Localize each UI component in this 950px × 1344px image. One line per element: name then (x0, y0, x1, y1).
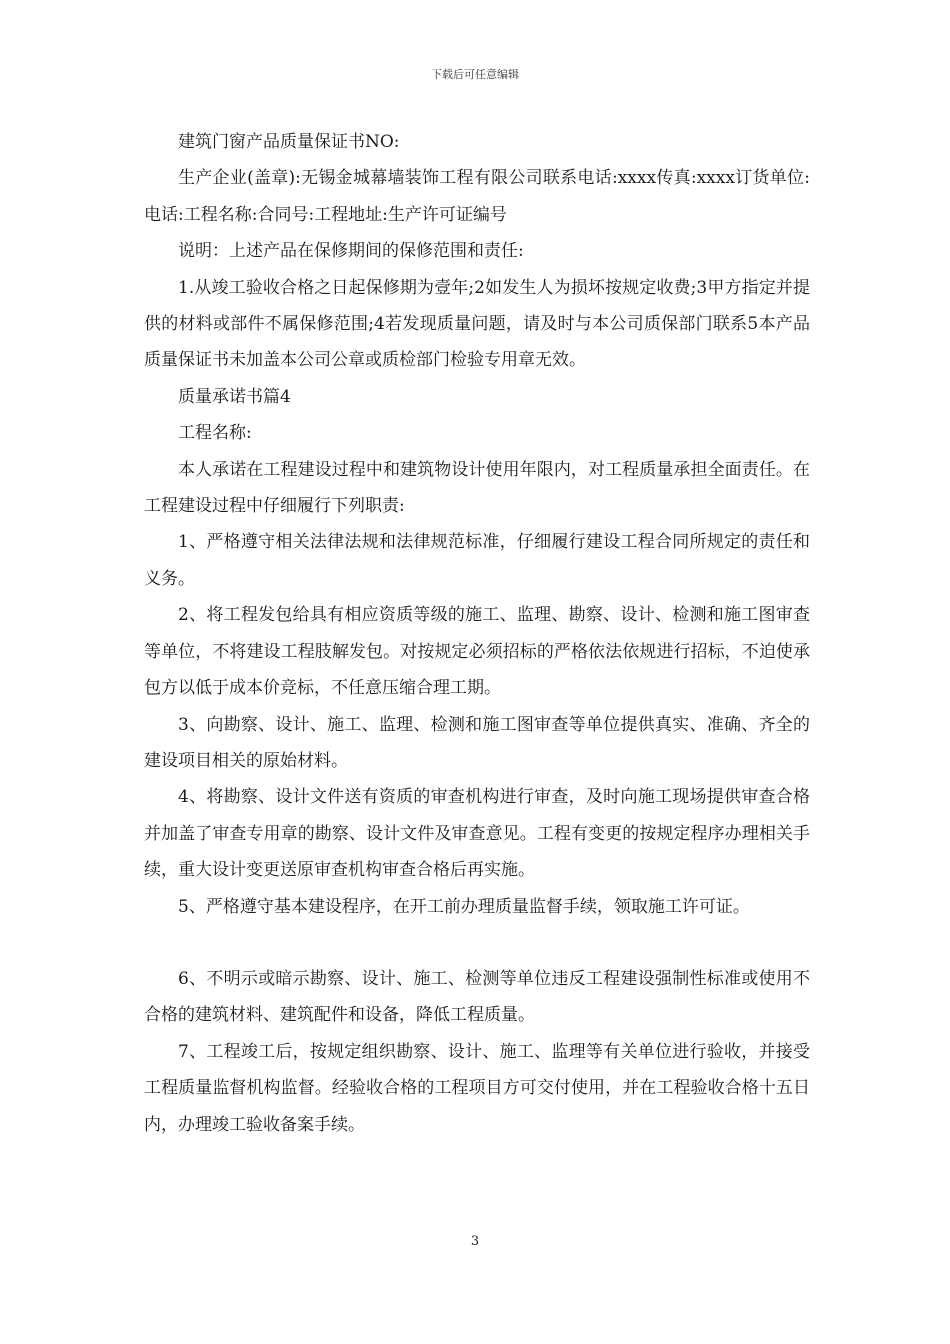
paragraph-certificate-title: 建筑门窗产品质量保证书NO: (178, 132, 400, 152)
paragraph-commitment: 本人承诺在工程建设过程中和建筑物设计使用年限内，对工程质量承担全面责任。在工程建设过程中仔细履行下列职责: (144, 459, 810, 517)
duty-item-5: 5、严格遵守基本建设程序，在开工前办理质量监督手续，领取施工许可证。 (178, 896, 750, 917)
section-heading: 质量承诺书篇4 (178, 386, 291, 407)
header-note: 下载后可任意编辑 (431, 68, 519, 81)
duty-item-4: 4、将勘察、设计文件送有资质的审查机构进行审查，及时向施工现场提供审查合格并加盖了审查专用章的勘察、设计文件及审查意见。工程有变更的按规定程序办理相关手续，重大设计变更送原审查机构审查合格后再实施。 (144, 787, 810, 881)
paragraph-warranty-terms: 1.从竣工验收合格之日起保修期为壹年;2如发生人为损坏按规定收费;3甲方指定并提供的材料或部件不属保修范围;4若发现质量问题，请及时与本公司质保部门联系5本产品质量保证书未加盖本公司公章或质检部门检验专用章无效。 (144, 277, 810, 371)
paragraph-project-name: 工程名称: (178, 423, 252, 444)
paragraph-explanation: 说明：上述产品在保修期间的保修范围和责任: (178, 241, 524, 262)
paragraph-company-info: 生产企业(盖章):无锡金城幕墙装饰工程有限公司联系电话:xxxx传真:xxxx订货单位:电话:工程名称:合同号:工程地址:生产许可证编号 (144, 168, 810, 225)
duty-item-3: 3、向勘察、设计、施工、监理、检测和施工图审查等单位提供真实、准确、齐全的建设项目相关的原始材料。 (144, 714, 810, 771)
page-number: 3 (470, 1234, 480, 1249)
duty-item-7: 7、工程竣工后，按规定组织勘察、设计、施工、监理等有关单位进行验收，并接受工程质量监督机构监督。经验收合格的工程项目方可交付使用，并在工程验收合格十五日内，办理竣工验收备案手续。 (144, 1041, 810, 1135)
document-body (144, 124, 810, 1143)
duty-item-1: 1、严格遵守相关法律法规和法律规范标准，仔细履行建设工程合同所规定的责任和义务。 (144, 532, 810, 589)
duty-item-6: 6、不明示或暗示勘察、设计、施工、检测等单位违反工程建设强制性标准或使用不合格的建筑材料、建筑配件和设备，降低工程质量。 (144, 968, 810, 1026)
duty-item-2: 2、将工程发包给具有相应资质等级的施工、监理、勘察、设计、检测和施工图审查等单位，不将建设工程肢解发包。对按规定必须招标的严格依法依规进行招标，不迫使承包方以低于成本价竞标，不任意压缩合理工期。 (144, 605, 810, 699)
